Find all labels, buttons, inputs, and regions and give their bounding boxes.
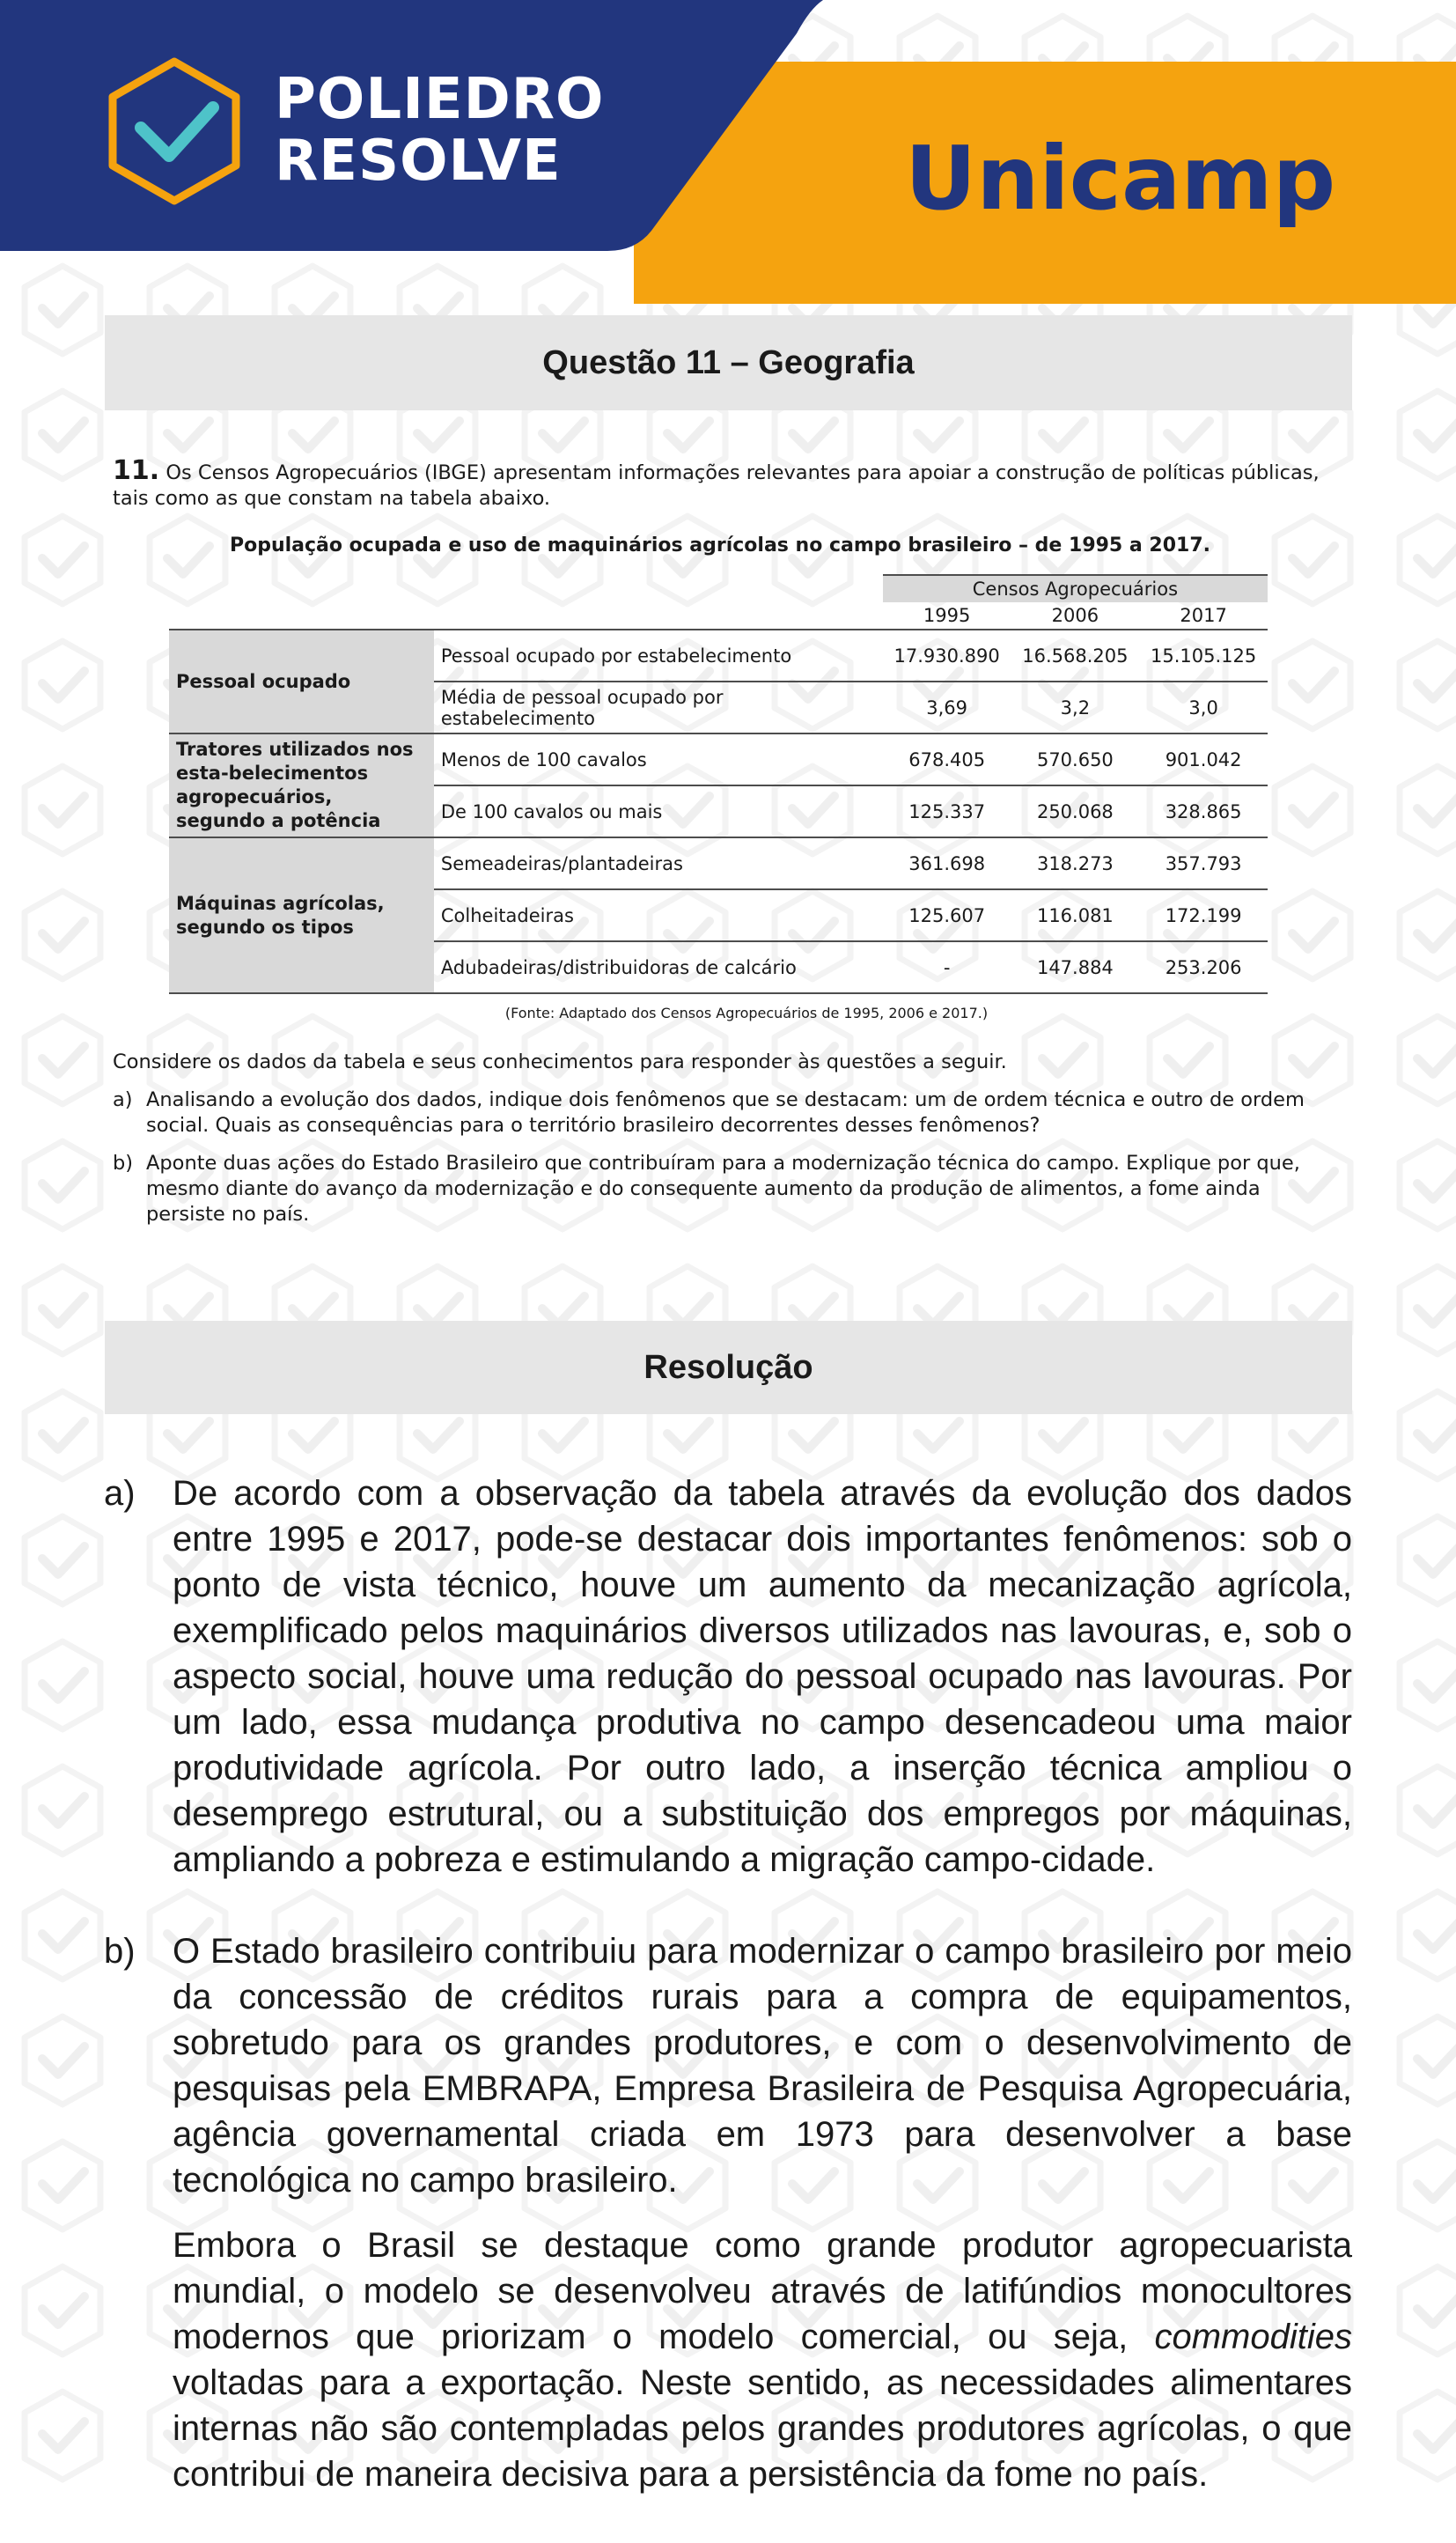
table-cell: 357.793 — [1139, 837, 1268, 889]
table-item: Colheitadeiras — [434, 889, 883, 941]
question-item-a — [113, 1087, 1327, 1139]
table-group-header: Censos Agropecuários — [883, 575, 1268, 602]
answer-a — [104, 1471, 1352, 1902]
answer-paragraph: De acordo com a observação da tabela através da evolução dos dados entre 1995 e 2017, pode-se destacar dois importantes fenômenos: sob o ponto de vista técnico, houve um aumento da mecanização agrícola, exemplificado pelos maquinários diversos utilizados nas lavouras, e, sob o aspecto social, houve uma redução do pessoal ocupado nas lavouras. Por um lado, essa mudança produtiva no campo desencadeou uma maior produtividade agrícola. Por outro lado, a inserção técnica ampliou o desemprego estrutural, ou a substituição dos empregos por máquinas, ampliando a pobreza e estimulando a migração campo-cidade. — [173, 1474, 1352, 1879]
question-intro — [113, 455, 1327, 512]
question-header-bar: Questão 11 – Geografia — [105, 315, 1352, 410]
answer-paragraph — [173, 2222, 1352, 2497]
table-item: De 100 cavalos ou mais — [434, 785, 883, 837]
answer-text-after: voltadas para a exportação. Neste sentido, as necessidades alimentares internas não são contempladas pelos grandes produtores agrícolas, o que contribui de maneira decisiva para a persistência da fome no país. — [173, 2363, 1352, 2494]
table-cell: 125.337 — [883, 785, 1011, 837]
question-number: 11. — [113, 455, 160, 486]
brand-line-2: RESOLVE — [275, 129, 562, 194]
table-cell: 570.650 — [1011, 733, 1140, 785]
answers-block — [104, 1471, 1352, 2543]
table-cell: 172.199 — [1139, 889, 1268, 941]
table-cell: 15.105.125 — [1139, 630, 1268, 682]
table-source: (Fonte: Adaptado dos Censos Agropecuários de 1995, 2006 e 2017.) — [504, 1005, 989, 1021]
item-text: Aponte duas ações do Estado Brasileiro que contribuíram para a modernização técnica do campo. Explique por que, mesmo diante do avanço da modernização e do consequente aumento da produção de alimentos, a fome ainda persiste no país. — [146, 1152, 1300, 1226]
brand-line-1: POLIEDRO — [275, 67, 605, 132]
census-table — [169, 574, 1268, 994]
table-cell: - — [883, 941, 1011, 993]
table-item: Semeadeiras/plantadeiras — [434, 837, 883, 889]
table-cell: 253.206 — [1139, 941, 1268, 993]
table-cell: 3,0 — [1139, 682, 1268, 733]
resolution-header-bar: Resolução — [105, 1321, 1352, 1414]
table-item: Menos de 100 cavalos — [434, 733, 883, 785]
table-title: População ocupada e uso de maquinários agrícolas no campo brasileiro – de 1995 a 2017. — [229, 534, 1210, 557]
table-cell: 125.607 — [883, 889, 1011, 941]
answer-italic-term: commodities — [1154, 2318, 1352, 2356]
question-intro-text: Os Censos Agropecuários (IBGE) apresentam informações relevantes para apoiar a construção de políticas públicas, tais como as que constam na tabela abaixo. — [113, 461, 1320, 510]
item-text: Analisando a evolução dos dados, indique dois fenômenos que se destacam: um de ordem técnica e outro de ordem social. Quais as consequências para o território brasileiro decorrentes desses fenômenos? — [146, 1088, 1305, 1137]
table-cell: 678.405 — [883, 733, 1011, 785]
table-cell: 328.865 — [1139, 785, 1268, 837]
table-year-header: 2017 — [1139, 602, 1268, 630]
table-item: Adubadeiras/distribuidoras de calcário — [434, 941, 883, 993]
table-cell: 3,69 — [883, 682, 1011, 733]
exam-name: Unicamp — [905, 127, 1336, 230]
brand-logo-text — [275, 69, 604, 192]
table-cell: 3,2 — [1011, 682, 1140, 733]
table-cell: 147.884 — [1011, 941, 1140, 993]
table-cell: 318.273 — [1011, 837, 1140, 889]
table-category: Tratores utilizados nos esta-belecimentos agropecuários, segundo a potência — [169, 733, 434, 837]
table-row — [169, 733, 1268, 785]
table-cell: 250.068 — [1011, 785, 1140, 837]
table-category: Máquinas agrícolas, segundo os tipos — [169, 837, 434, 993]
table-item: Média de pessoal ocupado por estabelecimento — [434, 682, 883, 733]
answer-paragraph: O Estado brasileiro contribuiu para modernizar o campo brasileiro por meio da concessão de créditos rurais para a compra de equipamentos, sobretudo para os grandes produtores, e com o desenvolvimento de pesquisas pela EMBRAPA, Empresa Brasileira de Pesquisa Agropecuária, agência governamental criada em 1973 para desenvolver a base tecnológica no campo brasileiro. — [173, 1932, 1352, 2200]
table-year-header: 2006 — [1011, 602, 1140, 630]
answer-label: b) — [104, 1932, 136, 1971]
answer-b — [104, 1928, 1352, 2517]
table-row — [169, 837, 1268, 889]
answer-text-before: Embora o Brasil se destaque como grande produtor agropecuarista mundial, o modelo se desenvolveu através de latifúndios monocultores modernos que priorizam o modelo comercial, ou seja, — [173, 2226, 1352, 2356]
table-row — [169, 630, 1268, 682]
table-item: Pessoal ocupado por estabelecimento — [434, 630, 883, 682]
table-cell: 116.081 — [1011, 889, 1140, 941]
answer-label: a) — [104, 1474, 136, 1513]
table-year-header: 1995 — [883, 602, 1011, 630]
item-label: b) — [113, 1152, 134, 1175]
table-category: Pessoal ocupado — [169, 630, 434, 733]
table-cell: 901.042 — [1139, 733, 1268, 785]
item-label: a) — [113, 1088, 133, 1111]
table-cell: 361.698 — [883, 837, 1011, 889]
question-instruction: Considere os dados da tabela e seus conhecimentos para responder às questões a seguir. — [113, 1050, 1007, 1073]
question-block — [113, 455, 1327, 1240]
question-item-b — [113, 1151, 1327, 1227]
table-cell: 17.930.890 — [883, 630, 1011, 682]
table-cell: 16.568.205 — [1011, 630, 1140, 682]
